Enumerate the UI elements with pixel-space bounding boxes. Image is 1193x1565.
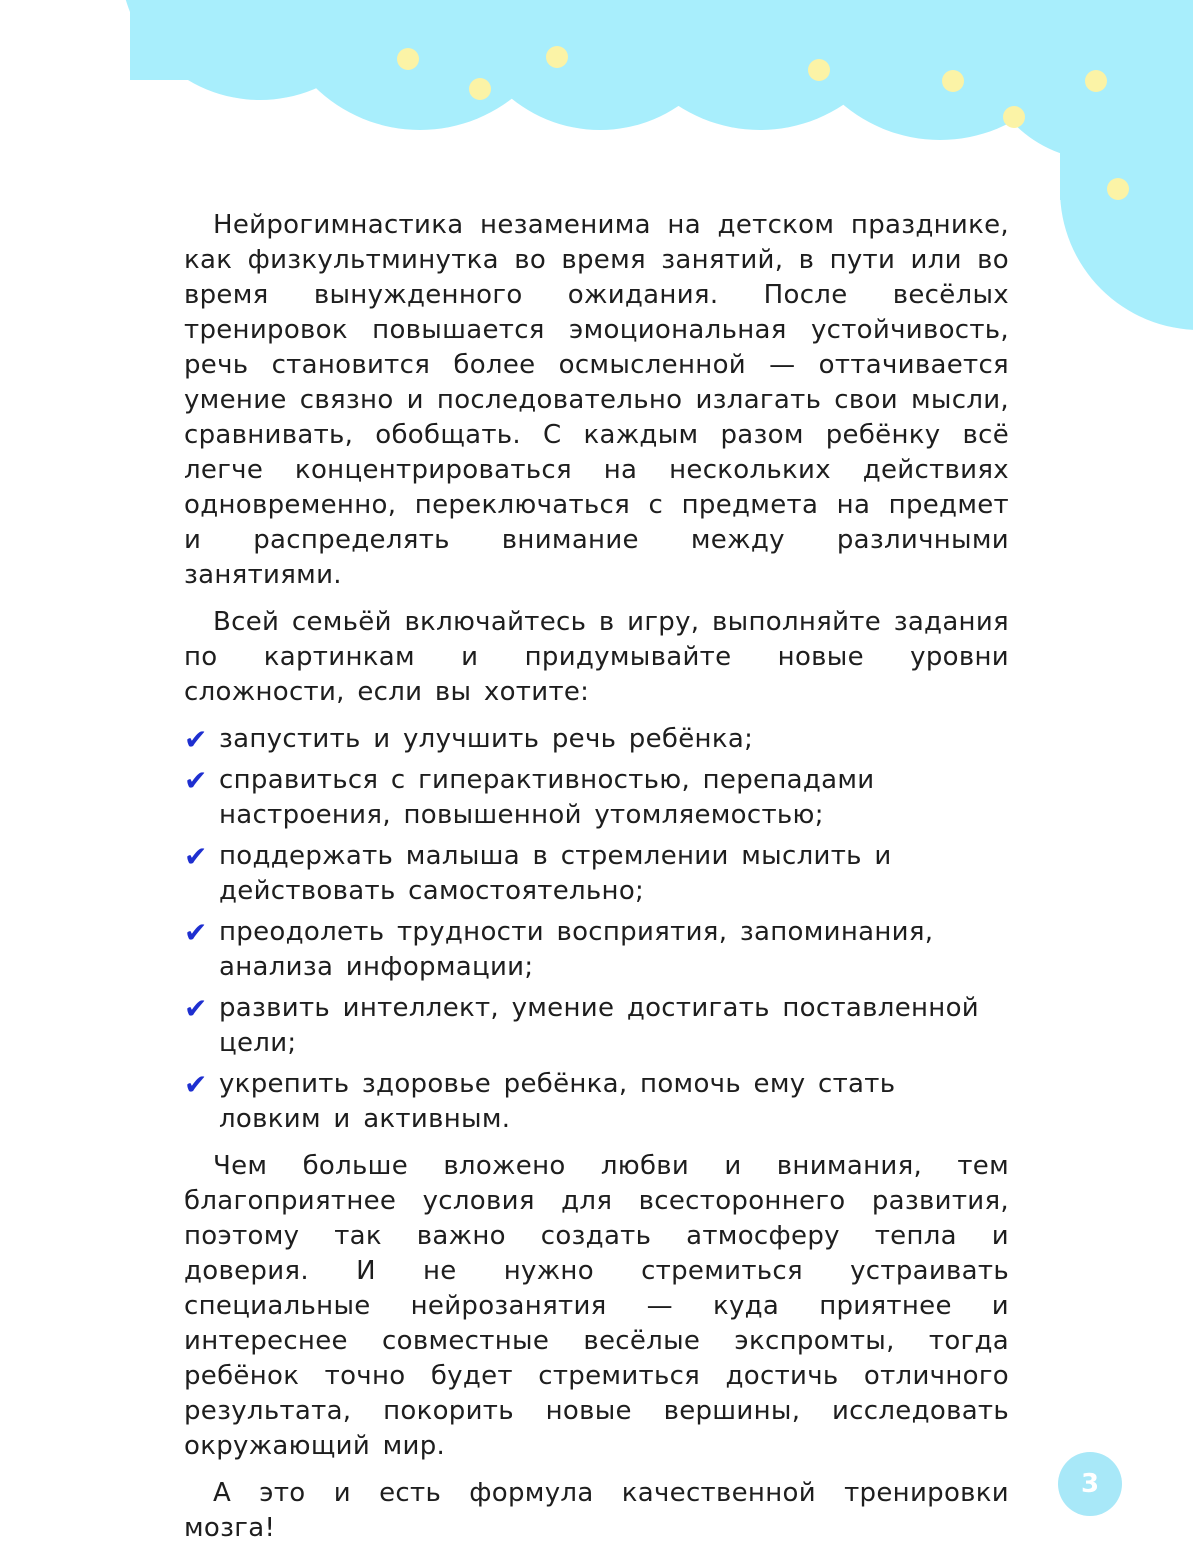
checkmark-icon: ✔ xyxy=(184,723,208,756)
page-number-badge: 3 xyxy=(1058,1452,1122,1516)
list-item xyxy=(184,722,1009,757)
paragraph-love-attention: Чем больше вложено любви и внимания, тем благоприятнее условия для всестороннего развития, поэтому так важно создать атмосферу тепла и доверия. И не нужно стремиться устраивать специальные нейрозанятия — куда приятнее и интереснее совместные весёлые экспромты, тогда ребёнок точно будет стремиться достичь отличного результата, покорить новые вершины, исследовать окружающий мир. xyxy=(184,1151,1009,1461)
cloud-left-edge xyxy=(0,0,12,12)
list-item-text: укрепить здоровье ребёнка, помочь ему стать ловким и активным. xyxy=(219,1069,896,1134)
paragraph-formula: А это и есть формула качественной тренировки мозга! xyxy=(184,1478,1009,1543)
checkmark-icon: ✔ xyxy=(184,916,208,949)
paragraph-family-game: Всей семьёй включайтесь в игру, выполняйте задания по картинкам и придумывайте новые уровни сложности, если вы хотите: xyxy=(184,607,1009,707)
checkmark-icon: ✔ xyxy=(184,1068,208,1101)
checkmark-icon: ✔ xyxy=(184,840,208,873)
goals-checklist xyxy=(184,722,1009,1137)
list-item-text: запустить и улучшить речь ребёнка; xyxy=(219,724,754,754)
checkmark-icon: ✔ xyxy=(184,992,208,1025)
cloud-dots xyxy=(397,46,1129,200)
list-item xyxy=(184,915,1009,985)
text-content xyxy=(184,208,1009,1558)
list-item xyxy=(184,991,1009,1061)
list-item-text: поддержать малыша в стремлении мыслить и действовать самостоятельно; xyxy=(219,841,892,906)
list-item xyxy=(184,839,1009,909)
checkmark-icon: ✔ xyxy=(184,764,208,797)
list-item-text: развить интеллект, умение достигать поставленной цели; xyxy=(219,993,979,1058)
list-item-text: преодолеть трудности восприятия, запоминания, анализа информации; xyxy=(219,917,934,982)
paragraph-intro: Нейрогимнастика незаменима на детском празднике, как физкультминутка во время занятий, в пути или во время вынужденного ожидания. После весёлых тренировок повышается эмоциональная устойчивость, речь становится более осмысленной — оттачивается умение связно и последовательно излагать свои мысли, сравнивать, обобщать. С каждым разом ребёнку всё легче концентрироваться на нескольких действиях одновременно, переключаться с предмета на предмет и распределять внимание между различными занятиями. xyxy=(184,210,1009,590)
list-item xyxy=(184,763,1009,833)
list-item-text: справиться с гиперактивностью, перепадами настроения, повышенной утомляемостью; xyxy=(219,765,875,830)
list-item xyxy=(184,1067,1009,1137)
